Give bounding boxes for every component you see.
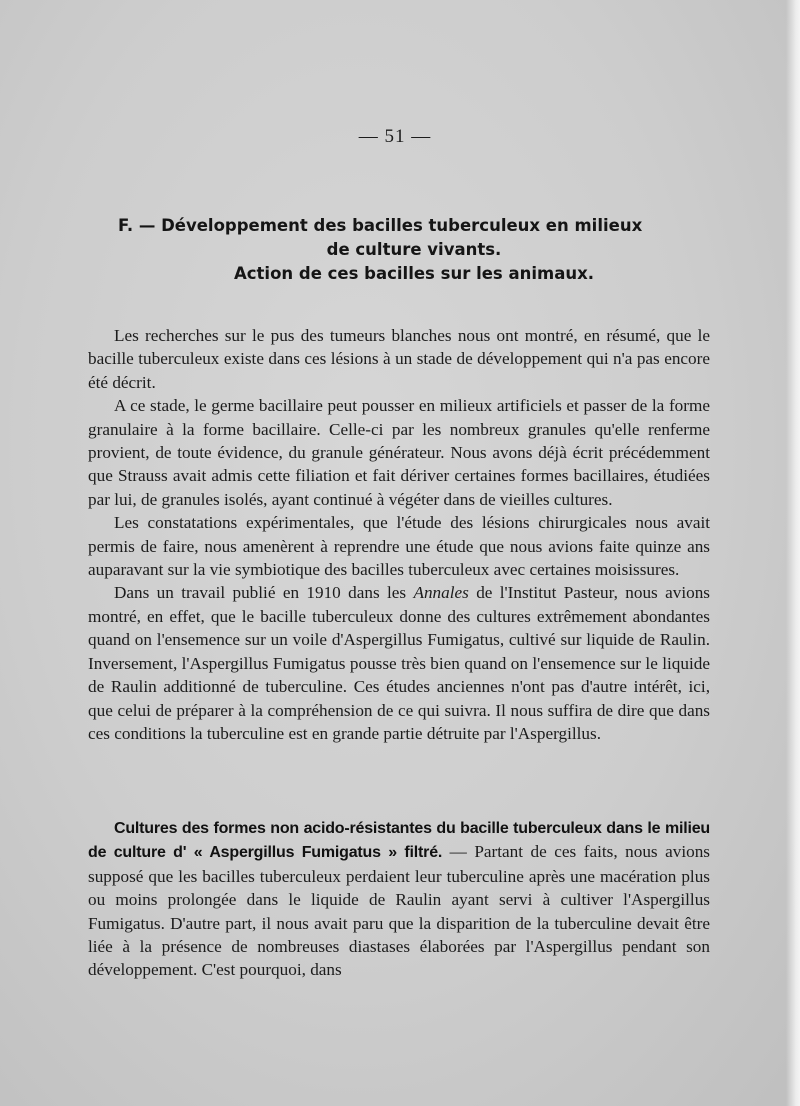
page-number: — 51 — <box>358 126 432 147</box>
section-heading-line-2: de culture vivants. <box>326 240 502 259</box>
section-heading-line-1: F. — Développement des bacilles tuberculeux en milieux <box>118 216 643 235</box>
paragraph-5 <box>88 816 710 982</box>
section-heading-line-3: Action de ces bacilles sur les animaux. <box>233 264 595 283</box>
paragraph-2: A ce stade, le germe bacillaire peut pousser en milieux artificiels et passer de la forme granulaire à la forme bacillaire. Celle-ci par les nombreux granules qu'elle renferme provient, de toute évidence, du granule générateur. Nous avons déjà écrit précédemment que Strauss avait admis cette filiation et fait dériver certaines formes bacillaires, étudiées par lui, de granules isolés, ayant continué à végéter dans de vieilles cultures. <box>88 396 710 509</box>
body-text-main <box>88 324 710 745</box>
section-heading <box>118 214 710 286</box>
paragraph-4 <box>88 581 710 745</box>
paragraph-5-body: — Partant de ces faits, nous avions supposé que les bacilles tuberculeux perdaient leur tuberculine après une macération plus ou moins prolongée dans le liquide de Raulin ayant servi à cultiver l'Aspergillus Fumigatus. D'autre part, il nous avait paru que la disparition de la tuberculine devait être liée à la présence de nombreuses diastases élaborées par l'Aspergillus pendant son développement. C'est pourquoi, dans <box>88 842 710 980</box>
body-text-section <box>88 816 710 982</box>
paragraph-4-start: Dans un travail publié en 1910 dans les <box>114 583 414 603</box>
journal-title: Annales <box>413 583 469 603</box>
run-in-subheading: Cultures des formes non acido-résistantes du bacille tuberculeux dans le milieu de culture d' « Aspergillus Fumigatus » filtré. <box>88 820 710 862</box>
page-edge <box>786 0 800 1106</box>
paragraph-1: Les recherches sur le pus des tumeurs blanches nous ont montré, en résumé, que le bacille tuberculeux existe dans ces lésions à un stade de développement qui n'a pas encore été décrit. <box>88 326 710 392</box>
paragraph-3: Les constatations expérimentales, que l'étude des lésions chirurgicales nous avait permis de faire, nous amenèrent à reprendre une étude que nous avions faite quinze ans auparavant sur la vie symbiotique des bacilles tuberculeux avec certaines moisissures. <box>88 513 710 580</box>
paragraph-4-end: de l'Institut Pasteur, nous avions montré, en effet, que le bacille tuberculeux donne des cultures extrêmement abondantes quand on l'ensemence sur un voile d'Aspergillus Fumigatus, cultivé sur liquide de Raulin. Inversement, l'Aspergillus Fumigatus pousse très bien quand on l'ensemence sur le liquide de Raulin additionné de tuberculine. Ces études anciennes n'ont pas d'autre intérêt, ici, que celui de préparer à la compréhension de ce qui suivra. Il nous suffira de dire que dans ces conditions la tuberculine est en grande partie détruite par l'Aspergillus. <box>88 583 710 743</box>
